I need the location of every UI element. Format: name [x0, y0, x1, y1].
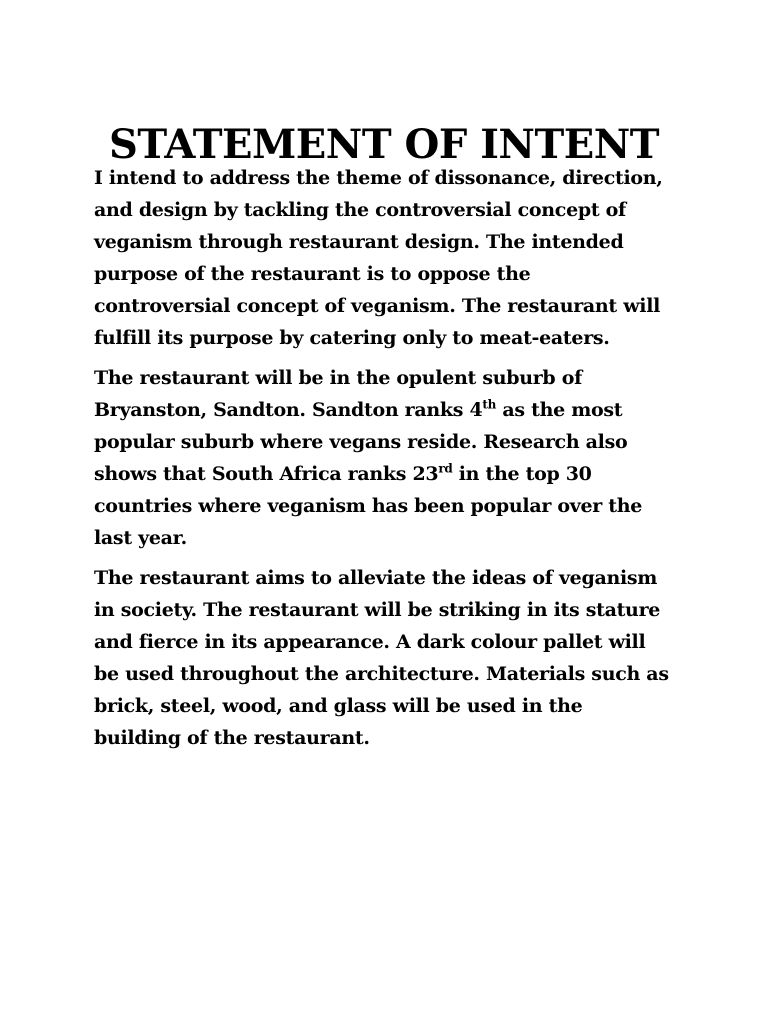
- text-line: controversial concept of veganism. The restaurant will: [94, 295, 661, 317]
- paragraph: [94, 162, 684, 354]
- paragraph-aims: [94, 562, 684, 754]
- text-line: building of the restaurant.: [94, 727, 370, 749]
- text-line: I intend to address the theme of dissonance, direction,: [94, 167, 663, 189]
- text-fragment: in the top 30: [452, 463, 592, 485]
- page-title: STATEMENT OF INTENT: [108, 120, 660, 168]
- paragraph: [94, 562, 684, 754]
- ordinal-superscript: rd: [438, 461, 453, 476]
- paragraph-intent: [94, 162, 684, 354]
- text-line: purpose of the restaurant is to oppose the: [94, 263, 531, 285]
- text-line: be used throughout the architecture. Materials such as: [94, 663, 669, 685]
- text-line: The restaurant will be in the opulent suburb of: [94, 367, 582, 389]
- text-fragment: as the most: [496, 399, 623, 421]
- text-line: in society. The restaurant will be striking in its stature: [94, 599, 661, 621]
- text-fragment: Bryanston, Sandton. Sandton ranks 4: [94, 399, 483, 421]
- paragraph-location: [94, 362, 684, 554]
- text-line: and fierce in its appearance. A dark colour pallet will: [94, 631, 646, 653]
- text-line: veganism through restaurant design. The intended: [94, 231, 624, 253]
- ordinal-superscript: th: [482, 397, 497, 412]
- text-fragment: shows that South Africa ranks 23: [94, 463, 439, 485]
- text-line: popular suburb where vegans reside. Research also: [94, 431, 628, 453]
- text-line: The restaurant aims to alleviate the ideas of veganism: [94, 567, 658, 589]
- text-line: and design by tackling the controversial concept of: [94, 199, 626, 221]
- text-line: last year.: [94, 527, 187, 549]
- text-line: countries where veganism has been popular over the: [94, 495, 643, 517]
- text-line: [94, 458, 684, 490]
- text-line: fulfill its purpose by catering only to meat-eaters.: [94, 327, 610, 349]
- text-line: [94, 394, 684, 426]
- paragraph: [94, 362, 684, 554]
- text-line: brick, steel, wood, and glass will be used in the: [94, 695, 583, 717]
